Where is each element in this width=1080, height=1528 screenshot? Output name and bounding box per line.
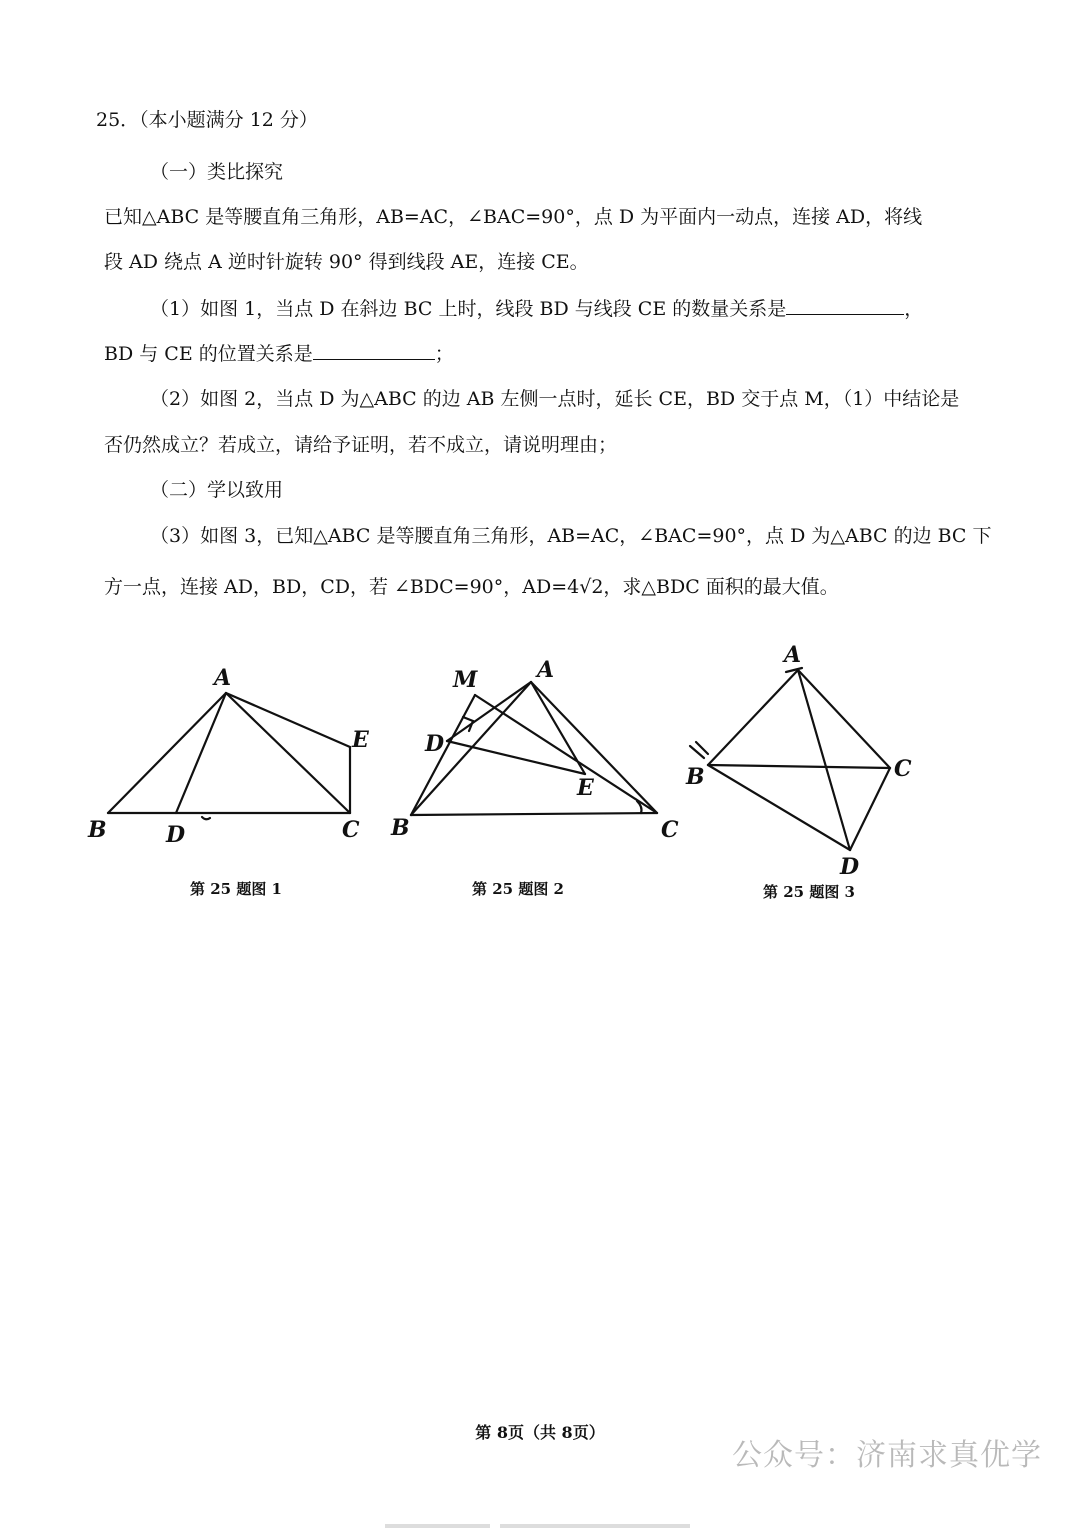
q3-line-2: 方一点，连接 AD，BD，CD，若 ∠BDC=90°，AD=4√2，求△BDC 面积的最大值。	[104, 576, 839, 598]
fig3-label-b: B	[686, 764, 705, 790]
fig3-label-c: C	[894, 756, 912, 782]
q1-position-text: BD 与 CE 的位置关系是	[104, 343, 313, 365]
fig2-label-c: C	[661, 817, 679, 843]
page-footer: 第 8页（共 8页）	[475, 1423, 605, 1442]
fig1-label-d: D	[166, 822, 186, 848]
part1-title: （一）类比探究	[150, 161, 284, 183]
answer-blank-quantity[interactable]	[786, 296, 904, 315]
fig1-label-c: C	[342, 817, 360, 843]
figure-3-lines	[690, 668, 890, 850]
fig1-label-e: E	[352, 727, 369, 753]
fig1-label-b: B	[88, 817, 107, 843]
q2-line-1: （2）如图 2，当点 D 为△ABC 的边 AB 左侧一点时，延长 CE，BD 交于点 M，（1）中结论是	[150, 388, 960, 410]
figure-1-caption: 第 25 题图 1	[190, 880, 282, 898]
figure-3	[680, 640, 940, 880]
figure-2	[385, 655, 695, 855]
fig2-label-e: E	[577, 775, 594, 801]
fig2-label-m: M	[453, 667, 478, 693]
watermark: 公众号：济南求真优学	[732, 1438, 1042, 1473]
fig2-label-b: B	[391, 815, 410, 841]
fig2-label-d: D	[425, 731, 445, 757]
q1-line-2	[104, 341, 454, 366]
part2-title: （二）学以致用	[150, 479, 284, 501]
fig3-label-d: D	[840, 854, 860, 880]
figure-2-lines	[411, 682, 657, 815]
q3-line-1: （3）如图 3，已知△ABC 是等腰直角三角形，AB=AC，∠BAC=90°，点 D 为△ABC 的边 BC 下	[150, 525, 992, 547]
question-header: 25．（本小题满分 12 分）	[96, 109, 318, 131]
q1-text: （1）如图 1，当点 D 在斜边 BC 上时，线段 BD 与线段 CE 的数量关系是	[150, 298, 787, 320]
scroll-indicator-left	[385, 1524, 490, 1528]
intro-line-2: 段 AD 绕点 A 逆时针旋转 90° 得到线段 AE，连接 CE。	[104, 251, 589, 273]
fig1-label-a: A	[214, 665, 232, 691]
figure-1	[80, 655, 380, 855]
answer-blank-position[interactable]	[313, 341, 435, 360]
q1-comma: ，	[904, 298, 924, 320]
figure-3-caption: 第 25 题图 3	[763, 883, 855, 901]
figure-1-lines	[108, 693, 350, 819]
figure-2-caption: 第 25 题图 2	[472, 880, 564, 898]
q1-line-1	[150, 296, 923, 321]
fig2-label-a: A	[537, 657, 555, 683]
q2-line-2: 否仍然成立？若成立，请给予证明，若不成立，请说明理由；	[104, 434, 618, 456]
scroll-indicator-right	[500, 1524, 690, 1528]
fig3-label-a: A	[784, 642, 802, 668]
intro-line-1: 已知△ABC 是等腰直角三角形，AB=AC，∠BAC=90°，点 D 为平面内一动点，连接 AD，将线	[104, 206, 923, 228]
q1-semicolon: ；	[434, 343, 454, 365]
